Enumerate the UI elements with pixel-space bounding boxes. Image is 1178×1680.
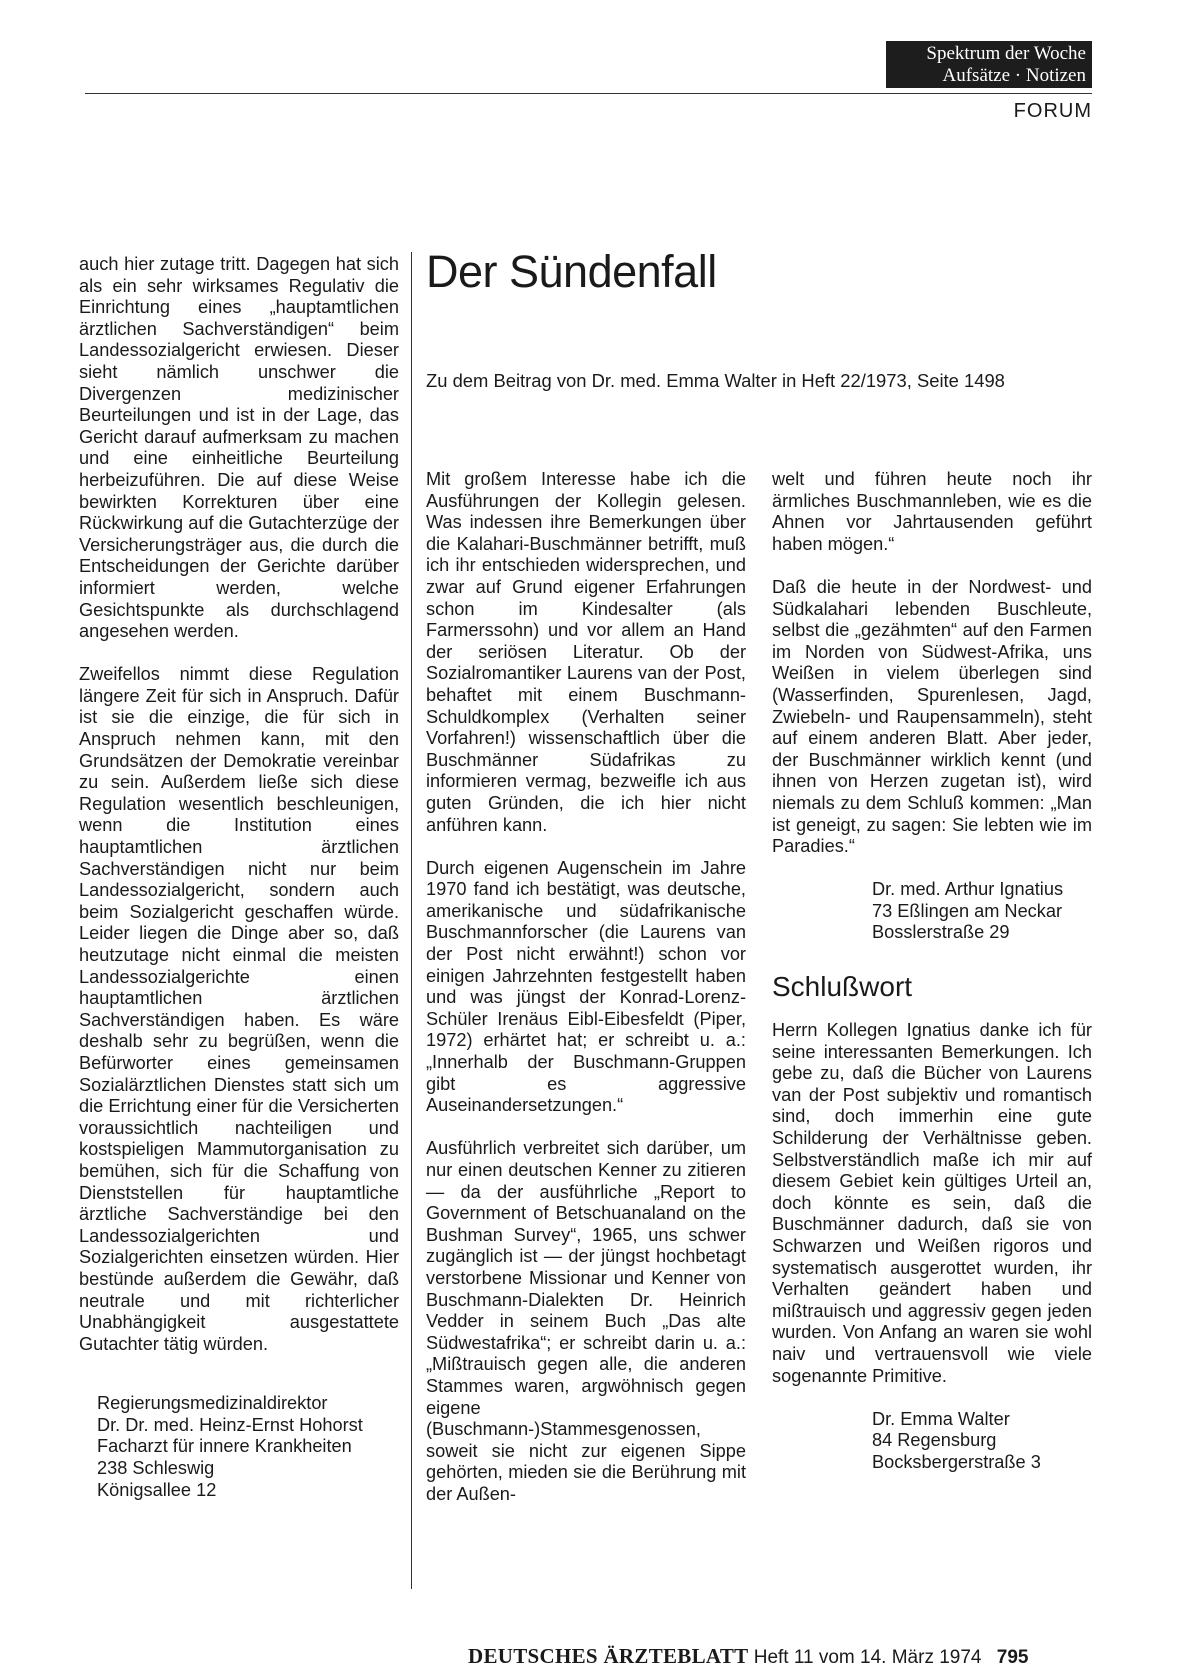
article-subtitle: Zu dem Beitrag von Dr. med. Emma Walter in Heft 22/1973, Seite 1498 xyxy=(426,370,1005,391)
publication-name: DEUTSCHES ÄRZTEBLATT xyxy=(468,1644,749,1668)
signature-walter xyxy=(872,1409,1092,1474)
paragraph: Herrn Kollegen Ignatius danke ich für seine interessanten Bemerkungen. Ich gebe zu, daß die Bücher von Laurens van der Post subjektiv und romantisch sind, doch immerhin eine gute Schilderung der Verhältnisse geben. Selbstverständlich maße ich mir auf diesem Gebiet kein gültiges Urteil an, doch könnte es sein, daß die Buschmänner dadurch, daß sie von Schwarzen und Weißen rigoros und systematisch ausgerottet wurden, ihr Verhalten geändert haben und mißtrauisch und aggressiv gegen jeden wurden. Von Anfang an waren sie wohl naiv und vertrauensvoll wie viele sogenannte Primitive. xyxy=(772,1020,1092,1386)
signature-line: 84 Regensburg xyxy=(872,1430,997,1451)
signature-line: Dr. Dr. med. Heinz-Ernst Hohorst xyxy=(97,1414,363,1435)
section-label: FORUM xyxy=(1013,100,1092,122)
signature-line: Bocksbergerstraße 3 xyxy=(872,1451,1041,1472)
section-badge xyxy=(886,41,1092,88)
signature-line: Facharzt für innere Krankheiten xyxy=(97,1436,352,1457)
paragraph: auch hier zutage tritt. Dagegen hat sich als ein sehr wirksames Regulativ die Einrichtung eines „hauptamtlichen ärztlichen Sachverständigen“ beim Landessozialgericht erwiesen. Dieser sieht nämlich unschwer die Divergenzen medizinischer Beurteilungen und ist in der Lage, das Gericht darauf aufmerksam zu machen und eine einheitliche Beurteilung herbeizuführen. Die auf diese Weise bewirkten Korrekturen über eine Rückwirkung auf die Gutachterzüge der Versicherungsträger aus, die durch die Entscheidungen der Gerichte darüber informiert werden, welche Gesichtspunkte als durchschlagend angesehen werden. xyxy=(79,254,399,642)
paragraph: welt und führen heute noch ihr ärmliches Buschmannleben, wie es die Ahnen vor Jahrtausenden geführt haben mögen.“ xyxy=(772,469,1092,554)
signature-line: Dr. Emma Walter xyxy=(872,1408,1010,1429)
signature-line: Regierungsmedizinaldirektor xyxy=(97,1393,328,1414)
paragraph: Ausführlich verbreitet sich darüber, um nur einen deutschen Kenner zu zitieren — da der ausführliche „Report to Government of Betschuanaland on the Bushman Survey“, 1965, uns schwer zugänglich ist — der jüngst hochbetagt verstorbene Missionar und Kenner von Buschmann-Dialekten Dr. Heinrich Vedder in seinem Buch „Das alte Südwestafrika“; er schreibt darin u. a.: „Mißtrauisch gegen alle, die anderen Stammes waren, argwöhnisch gegen eigene (Buschmann-)Stammesgenossen, soweit sie nicht zur eigenen Sippe gehörten, mieden sie die Berührung mit der Außen- xyxy=(426,1138,746,1504)
column-2 xyxy=(426,469,746,1527)
column-3 xyxy=(772,469,1092,1474)
paragraph: Daß die heute in der Nordwest- und Südkalahari lebenden Buschleute, selbst die „gezähmten“ auf den Farmen im Norden von Südwest-Afrika, uns Weißen in vielem überlegen sind (Wasserfinden, Spurenlesen, Jagd, Zwiebeln- und Raupensammeln), steht auf einem anderen Blatt. Aber jeder, der Buschmänner wirklich kennt (und ihnen von Herzen zugetan ist), wird niemals zu dem Schluß kommen: „Man ist geneigt, zu sagen: Sie lebten wie im Paradies.“ xyxy=(772,576,1092,857)
badge-line-2: Aufsätze · Notizen xyxy=(942,65,1086,86)
column-1 xyxy=(79,254,399,1501)
issue-info: Heft 11 vom 14. März 1974 xyxy=(753,1647,982,1668)
signature-hohorst xyxy=(97,1393,399,1501)
paragraph: Mit großem Interesse habe ich die Ausführungen der Kollegin gelesen. Was indessen ihre Bemerkungen über die Kalahari-Buschmänner betrifft, muß ich ihr entschieden widersprechen, und zwar auf Grund eigener Erfahrungen schon im Kindesalter (als Farmerssohn) und vor allem an Hand der seriösen Literatur. Ob der Sozialromantiker Laurens van der Post, behaftet mit einem Buschmann-Schuldkomplex (Verhalten seiner Vorfahren!) wissenschaftlich über die Buschmänner Südafrikas zu informieren vermag, bezweifle ich aus guten Gründen, die ich hier nicht anführen kann. xyxy=(426,469,746,835)
signature-line: 73 Eßlingen am Neckar xyxy=(872,900,1063,921)
article-title: Der Sündenfall xyxy=(426,246,717,297)
signature-line: Dr. med. Arthur Ignatius xyxy=(872,879,1064,900)
section-heading: Schlußwort xyxy=(772,971,913,1003)
header-rule xyxy=(85,93,1092,94)
signature-line: Königsallee 12 xyxy=(97,1479,217,1500)
page-footer xyxy=(468,1644,1028,1669)
column-divider xyxy=(411,252,412,1589)
page-number: 795 xyxy=(996,1647,1029,1668)
signature-line: 238 Schleswig xyxy=(97,1458,215,1479)
signature-line: Bosslerstraße 29 xyxy=(872,922,1010,943)
signature-ignatius xyxy=(872,879,1092,944)
badge-line-1: Spektrum der Woche xyxy=(926,43,1086,64)
paragraph: Zweifellos nimmt diese Regulation längere Zeit für sich in Anspruch. Dafür ist sie die einzige, die für sich in Anspruch nehmen kann, mit den Grundsätzen der Demokratie vereinbar zu sein. Außerdem ließe sich diese Regulation wesentlich beschleunigen, wenn die Institution eines hauptamtlichen ärztlichen Sachverständigen nicht nur beim Landessozialgericht, sondern auch beim Sozialgericht geschaffen würde. Leider liegen die Dinge aber so, daß heutzutage nicht einmal die meisten Landessozialgerichte einen hauptamtlichen ärztlichen Sachverständigen haben. Es wäre deshalb sehr zu begrüßen, wenn die Befürworter eines gemeinsamen Sozialärztlichen Dienstes statt sich um die Errichtung einer für die Versicherten voraussichtlich nachteiligen und kostspieligen Mammutorganisation zu bemühen, sich für die Schaffung von Dienststellen für hauptamtliche ärztliche Sachverständige bei den Landessozialgerichten und Sozialgerichten einsetzen würden. Hier bestünde außerdem die Gewähr, daß neutrale und mit richterlicher Unabhängigkeit ausgestattete Gutachter tätig würden. xyxy=(79,664,399,1354)
paragraph: Durch eigenen Augenschein im Jahre 1970 fand ich bestätigt, was deutsche, amerikanische und südafrikanische Buschmannforscher (die Laurens van der Post nicht erwähnt!) schon vor einigen Jahrzehnten festgestellt haben und was jüngst der Konrad-Lorenz-Schüler Irenäus Eibl-Eibesfeldt (Piper, 1972) erhärtet hat; er schreibt u. a.: „Innerhalb der Buschmann-Gruppen gibt es aggressive Auseinandersetzungen.“ xyxy=(426,857,746,1116)
